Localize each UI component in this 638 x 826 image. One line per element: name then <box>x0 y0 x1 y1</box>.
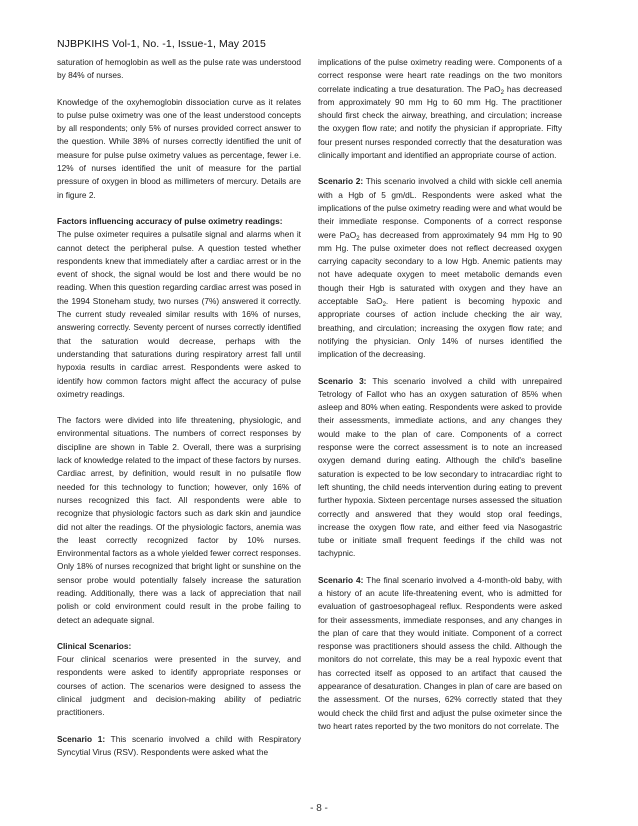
section-heading: Clinical Scenarios: <box>57 640 132 651</box>
left-column <box>57 56 301 759</box>
subscript: 2 <box>382 302 386 309</box>
paragraph <box>318 375 562 561</box>
paragraph-text: . Here patient is becoming hypoxic and appropriate courses of action include checking the air way, breathing, and circulation; increasing the oxygen flow rate; and notifying the physician. Only 14% of nurses identified the implication of the decreasing. <box>318 296 562 360</box>
scenario-label: Scenario 4: <box>318 574 364 585</box>
section-heading: Factors influencing accuracy of pulse oximetry readings: <box>57 215 283 226</box>
paragraph: Knowledge of the oxyhemoglobin dissociation curve as it relates to pulse pulse oximetry was one of the least understood concepts by all respondents; only 5% of nurses provided correct answer to the question. While 38% of nurses correctly identified the unit of measure for pulse pulse oximetry values as percentage, fewer i.e. 12% of nurses identified the unit of measure for the partial pressure of oxygen in blood as millimeters of mercury. Details are in figure 2. <box>57 96 301 200</box>
paragraph-text: This scenario involved a child with unrepaired Tetrology of Fallot who has an oxygen saturation of 85% when asleep and 80% when eating. Respondents were asked to provide their assessments, immediate actions, and any changes they would make to the plan of care. Components of a correct response were the correct assessment is to note an increased oxygen demand during eating. Although the child's baseline saturation is expected to be low secondary to intracardiac right to left shunting, the child needs intervention during eating to prevent further hypoxia. Sixteen percentage nurses assessed the situation correctly and answered that they would stop oral feedings, increase the oxygen flow rate, and either feed via Nasogastric tube or initiate small frequent feedings if the child was not tachypnic. <box>318 375 562 559</box>
paragraph <box>318 56 562 162</box>
paragraph-text: The final scenario involved a 4-month-old baby, with a history of an acute life-threatening event, who is admitted for evaluation of gastroesophageal reflux. Respondents were asked for their assessments, immediate responses, and any changes in the plan of care that they would initiate. Component of a correct response was practitioners should assess the child. Although the monitors do not correlate, this may be a real hypoxic event that has corrected itself as opposed to an artifact that caused the appearance of desaturation. Changes in plan of care are based on the assessment. Of the nurses, 62% correctly stated that they would check the child first and adjust the pulse oximeter since the two heart rates reported by the two monitors do not correlate. The <box>318 574 563 731</box>
paragraph-text: has decreased from approximately 90 mm Hg to 60 mm Hg. The practitioner should first check the airway, breathing, and circulation; increase the oxygen flow rate; and notify the physician if appropriate. Fifty four present nurses responded correctly that the desaturation was clinically important and identified an appropriate course of action. <box>318 83 562 161</box>
scenario-label: Scenario 3: <box>318 375 367 386</box>
subscript: 2 <box>356 235 360 242</box>
paragraph <box>318 574 562 734</box>
paragraph-text: This scenario involved a child with Respiratory Syncytial Virus (RSV). Respondents were asked what the <box>57 733 301 757</box>
paragraph <box>57 215 301 401</box>
paragraph-text: This scenario involved a child with sickle cell anemia with a Hgb of 5 gm/dL. Respondents were asked what the implications of the pulse oximetry reading were and what would be their immediate response. Components of a correct response were PaO <box>318 176 562 240</box>
paragraph-text: implications of the pulse oximetry reading were. Components of a correct response were heart rate readings on the two monitors correlate indicating a true desaturation. The PaO <box>318 57 562 94</box>
scenario-label: Scenario 1: <box>57 733 106 744</box>
paragraph <box>57 733 301 760</box>
paragraph <box>57 640 301 720</box>
paragraph <box>318 175 562 361</box>
page-number: - 8 - <box>310 803 328 814</box>
paragraph-text: has decreased from approximately 94 mm Hg to 90 mm Hg. The pulse oximeter does not reflect decreased oxygen carrying capacity secondary to a low Hgb. Anemic patients may not have adequate oxygen to meet metabolic demands even though their Hgb is saturated with oxygen and they have an acceptable SaO <box>318 229 563 307</box>
paragraph: The factors were divided into life threatening, physiologic, and environmental situations. The numbers of correct responses by discipline are shown in Table 2. Overall, there was a surprising lack of knowledge related to the impact of these factors by nurses. Cardiac arrest, by definition, would result in no pulsatile flow needed for this technology to function; however, only 16% of nurses recognized this fact. All respondents were able to recognize that physiologic factors such as dark skin and jaundice did not alter the readings. Of the physiologic factors, anemia was the least correctly recognized factor by 10% nurses. Environmental factors as a whole yielded fewer correct responses. Only 18% of nurses recognized that bright light or sunshine on the sensor probe would potentially falsely increase the saturation reading. Additionally, there was a lack of appreciation that nail polish or cold environment could result in the probe failing to detect an adequate signal. <box>57 415 301 625</box>
subscript: 2 <box>500 89 504 96</box>
paragraph: saturation of hemoglobin as well as the pulse rate was understood by 84% of nurses. <box>57 57 301 81</box>
right-column <box>318 56 562 733</box>
scenario-label: Scenario 2: <box>318 176 364 187</box>
running-header: NJBPKIHS Vol-1, No. -1, Issue-1, May 2015 <box>57 38 266 50</box>
paragraph-text: Four clinical scenarios were presented in the survey, and respondents were asked to identify appropriate responses or courses of action. The scenarios were designed to assess the clinical judgment and decision-making ability of pediatric practitioners. <box>57 654 301 718</box>
paragraph-text: The pulse oximeter requires a pulsatile signal and alarms when it cannot detect the peripheral pulse. A question tested whether respondents knew that immediately after a cardiac arrest or in the event of shock, the signal would be lost and there would be no reading. When this question regarding cardiac arrest was posed in the 1994 Stoneham study, two nurses (7%) answered it correctly. The current study revealed similar results with 16% of nurses, answering correctly. Seventy percent of nurses correctly identified that the saturation would decrease, perhaps with the understanding that saturations during respiratory arrest fall until hypoxia results in cardiac arrest. Respondents were asked to identify how common factors might affect the accuracy of pulse oximetry readings. <box>57 229 301 399</box>
